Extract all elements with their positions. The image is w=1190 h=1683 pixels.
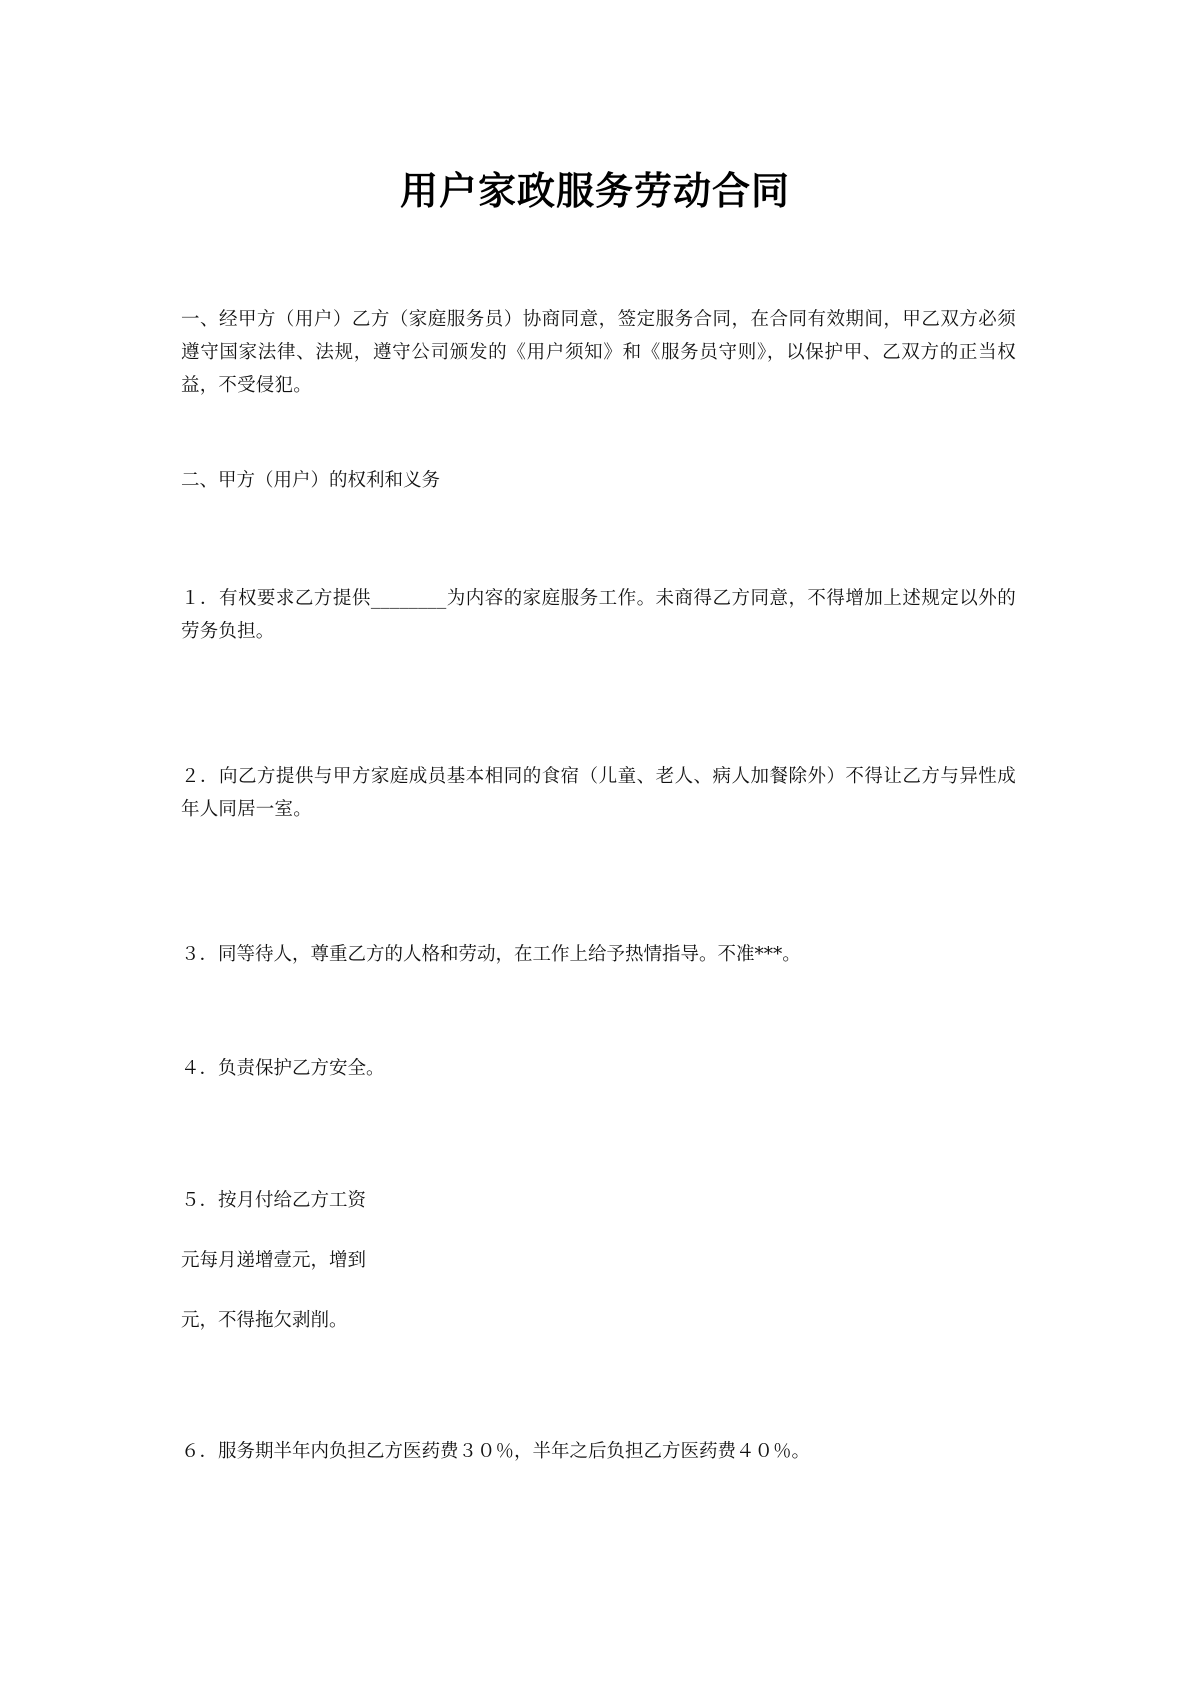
clause-1-paragraph (181, 582, 1016, 648)
document-title: 用户家政服务劳动合同 (399, 169, 790, 213)
clause-1-blank-field: ________ (370, 588, 447, 609)
clause-6-paragraph: ６．服务期半年内负担乙方医药费３０％，半年之后负担乙方医药费４０％。 (181, 1441, 811, 1462)
clause-5-line-1: ５．按月付给乙方工资 (181, 1190, 367, 1211)
clause-4-paragraph: ４．负责保护乙方安全。 (181, 1058, 385, 1079)
section-1-paragraph: 一、经甲方（用户）乙方（家庭服务员）协商同意，签定服务合同，在合同有效期间，甲乙双方必须遵守国家法律、法规，遵守公司颁发的《用户须知》和《服务员守则》，以保护甲、乙双方的正当权益，不受侵犯。 (181, 309, 1016, 396)
clause-1-prefix: １．有权要求乙方提供 (181, 588, 371, 609)
clause-5-line-2: 元每月递增壹元，增到 (181, 1250, 367, 1271)
clause-3-paragraph: ３．同等待人，尊重乙方的人格和劳动，在工作上给予热情指导。不准***。 (181, 944, 801, 965)
clause-2-paragraph: ２．向乙方提供与甲方家庭成员基本相同的食宿（儿童、老人、病人加餐除外）不得让乙方与异性成年人同居一室。 (181, 766, 1016, 820)
section-2-heading: 二、甲方（用户）的权利和义务 (181, 470, 441, 491)
clause-1-suffix: 为内容的家庭服务工作。未商得乙方同意，不得增加上述规定以外的劳务负担。 (181, 588, 1016, 642)
clause-5-line-3: 元，不得拖欠剥削。 (181, 1310, 348, 1331)
